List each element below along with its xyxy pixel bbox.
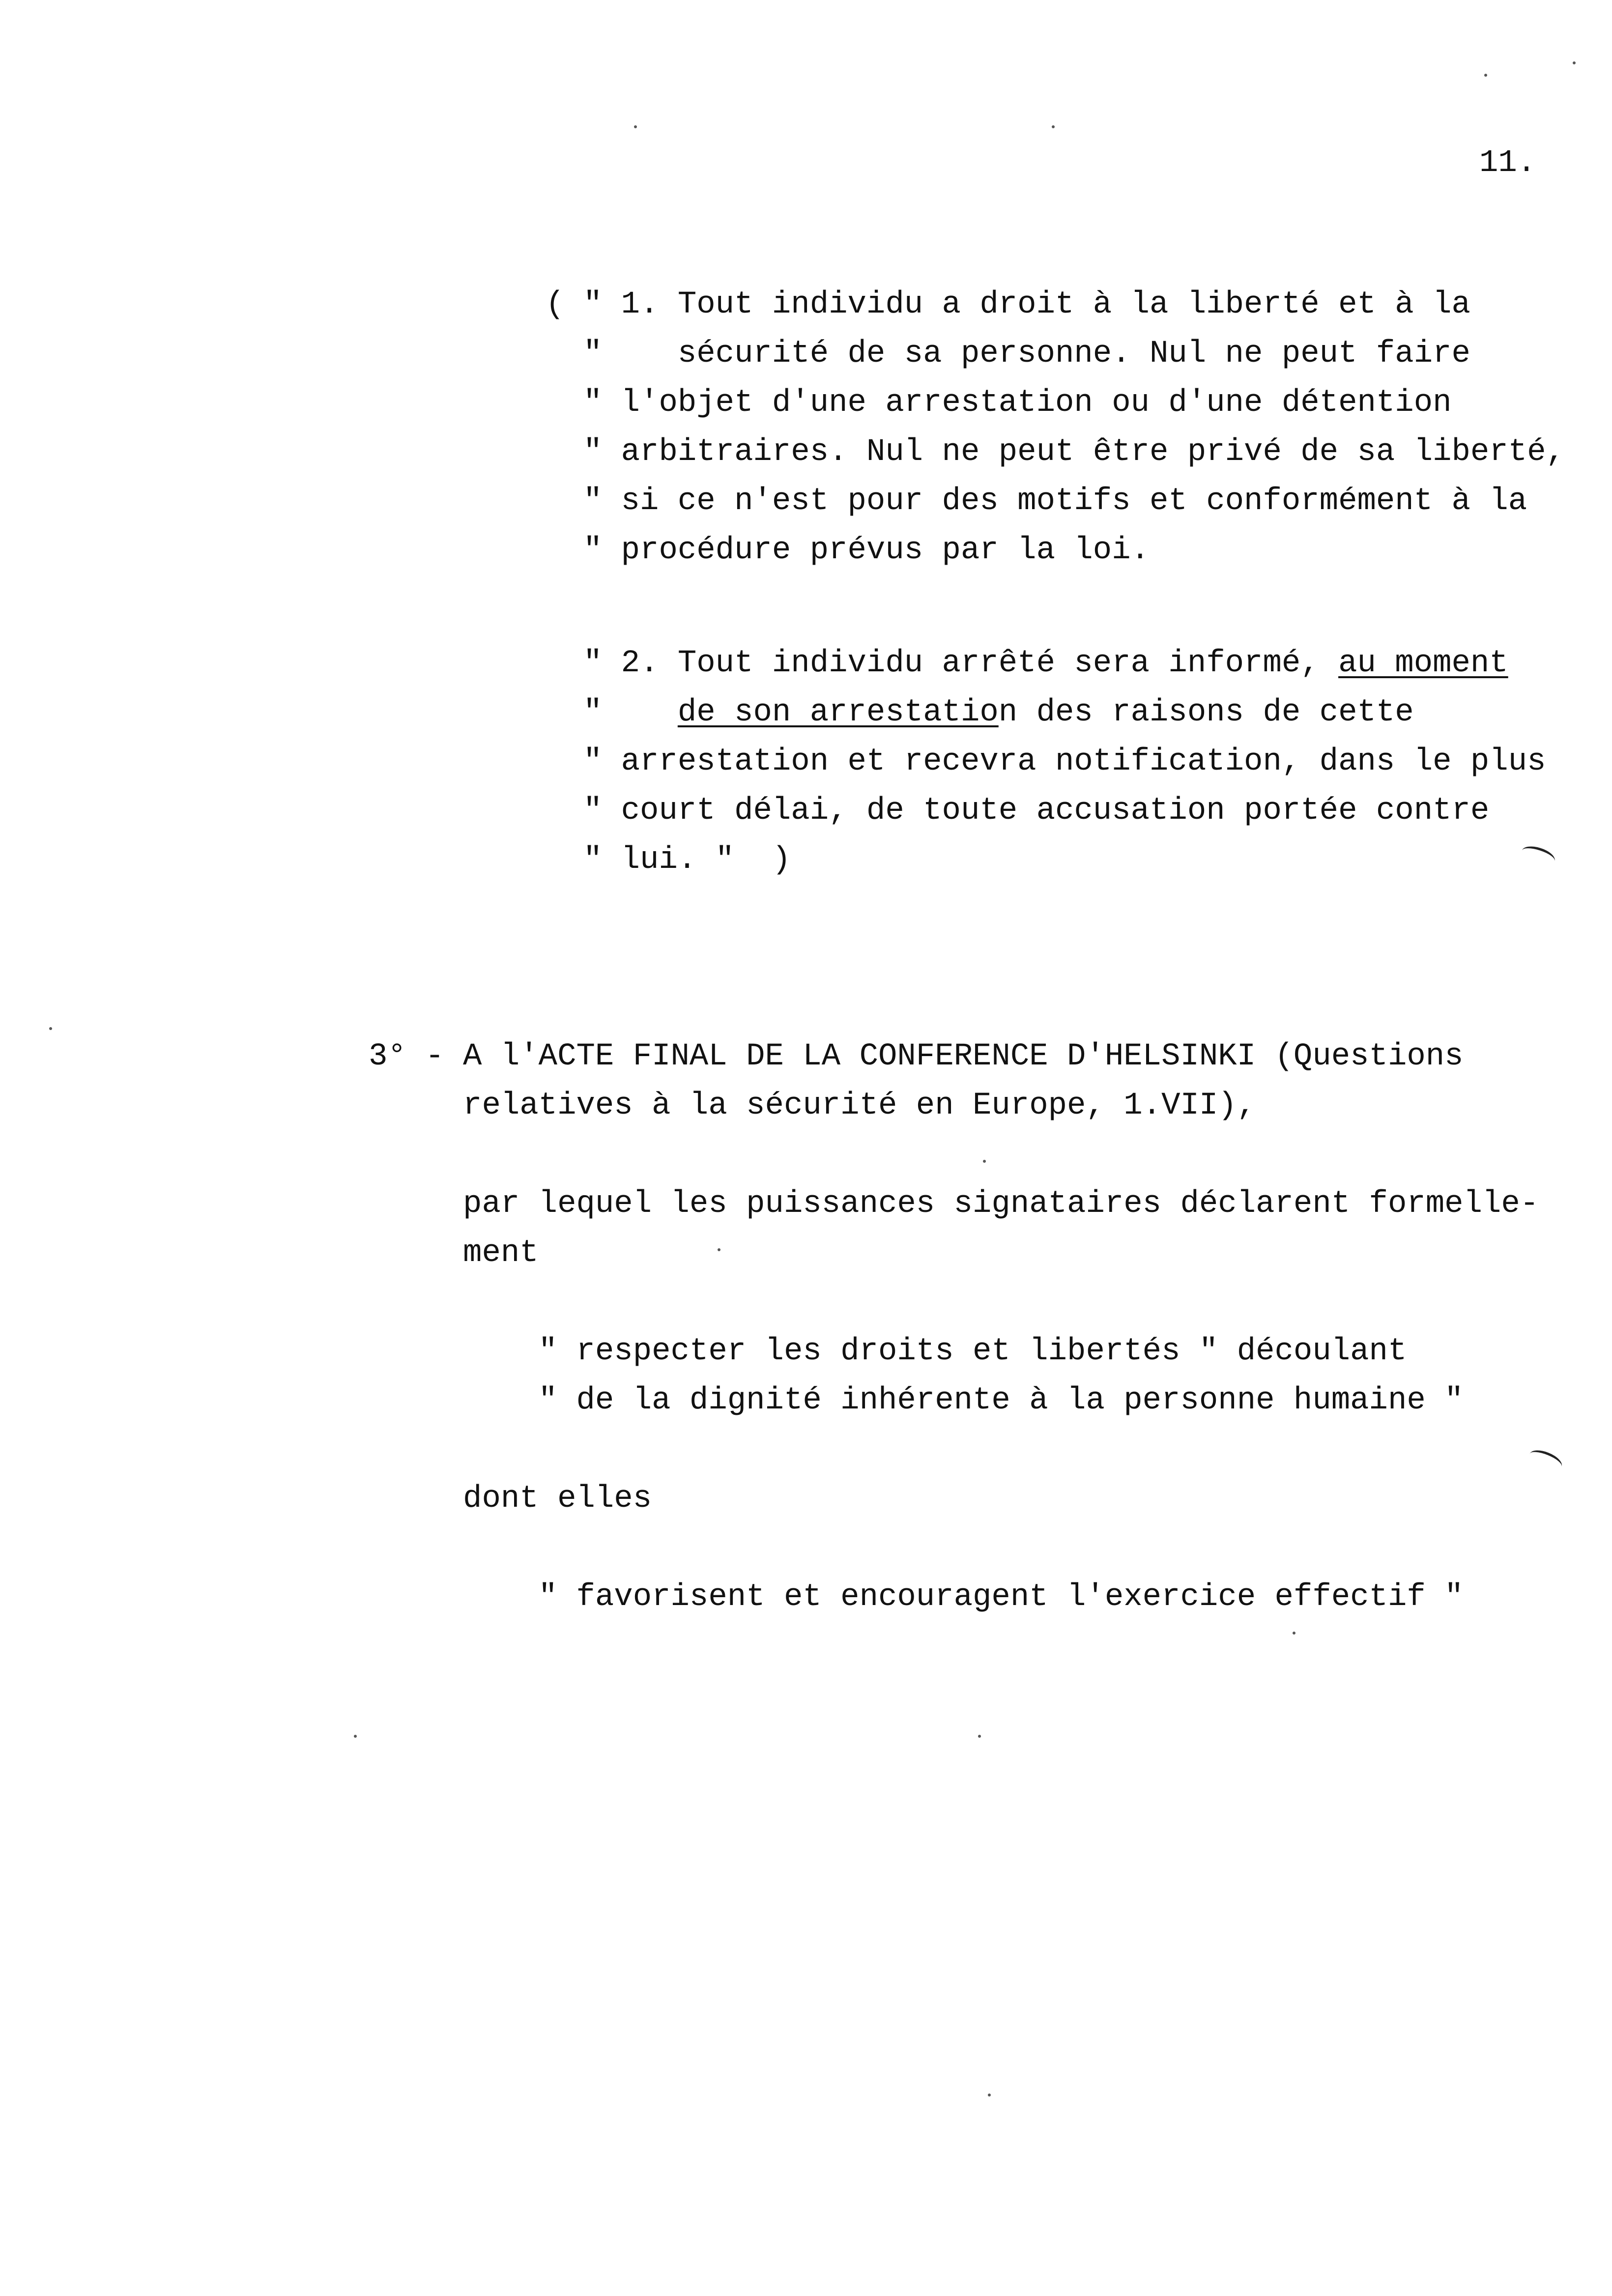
scan-speck-5 <box>49 1027 52 1030</box>
section-3-quote-line-3: " favorisent et encouragent l'exercice effectif " <box>369 1579 1464 1615</box>
section-3-paragraph-line-2: ment <box>369 1235 539 1271</box>
scan-speck-4 <box>1573 61 1576 64</box>
scan-speck-1 <box>634 125 637 128</box>
quote-1-line-5: " si ce n'est pour des motifs et conformément à la <box>546 484 1527 519</box>
quote-1-line-1: ( " 1. Tout individu a droit à la liberté et à la <box>546 287 1470 322</box>
quote-2-line-2 <box>546 693 1414 732</box>
margin-arc-mark-2 <box>1526 1446 1564 1474</box>
section-3-heading-line-2: relatives à la sécurité en Europe, 1.VII), <box>369 1088 1256 1123</box>
scan-speck-3 <box>1484 74 1487 77</box>
scan-speck-9 <box>354 1735 357 1738</box>
quote-2-line-2-text-b: n des raisons de cette <box>998 695 1414 730</box>
section-3-heading-line-1: 3° - A l'ACTE FINAL DE LA CONFERENCE D'HELSINKI (Questions <box>369 1039 1464 1074</box>
quote-2-line-1-text: " 2. Tout individu arrêté sera informé, <box>546 646 1339 681</box>
scan-speck-11 <box>1293 1632 1295 1635</box>
quote-2-line-1 <box>546 644 1508 683</box>
section-3-quote-line-2: " de la dignité inhérente à la personne humaine " <box>369 1383 1464 1418</box>
quote-2-line-2-text-a: " <box>546 695 678 730</box>
quote-2-line-5: " lui. " ) <box>546 842 791 878</box>
section-3-dont-elles: dont elles <box>369 1481 652 1517</box>
margin-arc-mark-1 <box>1520 843 1557 869</box>
quote-2-line-4: " court délai, de toute accusation portée contre <box>546 793 1490 829</box>
scan-speck-2 <box>1052 125 1055 128</box>
quote-2-line-3: " arrestation et recevra notification, dans le plus <box>546 744 1546 779</box>
underlined-phrase-2: de son arrestatio <box>677 695 999 730</box>
scan-speck-8 <box>978 1735 981 1738</box>
scan-speck-10 <box>988 2094 991 2096</box>
quote-1-line-2: " sécurité de sa personne. Nul ne peut faire <box>546 336 1470 372</box>
page-number: 11. <box>1479 145 1536 181</box>
quote-1-line-6: " procédure prévus par la loi. <box>546 533 1150 568</box>
scan-speck-7 <box>718 1248 720 1251</box>
quote-1-line-4: " arbitraires. Nul ne peut être privé de sa liberté, <box>546 434 1565 470</box>
section-3-quote-line-1: " respecter les droits et libertés " découlant <box>369 1334 1407 1369</box>
underlined-phrase-1: au moment <box>1338 646 1508 681</box>
quote-1-line-3: " l'objet d'une arrestation ou d'une détention <box>546 385 1452 421</box>
scan-speck-6 <box>983 1160 986 1163</box>
section-3-paragraph-line-1: par lequel les puissances signataires déclarent formelle- <box>369 1186 1539 1222</box>
